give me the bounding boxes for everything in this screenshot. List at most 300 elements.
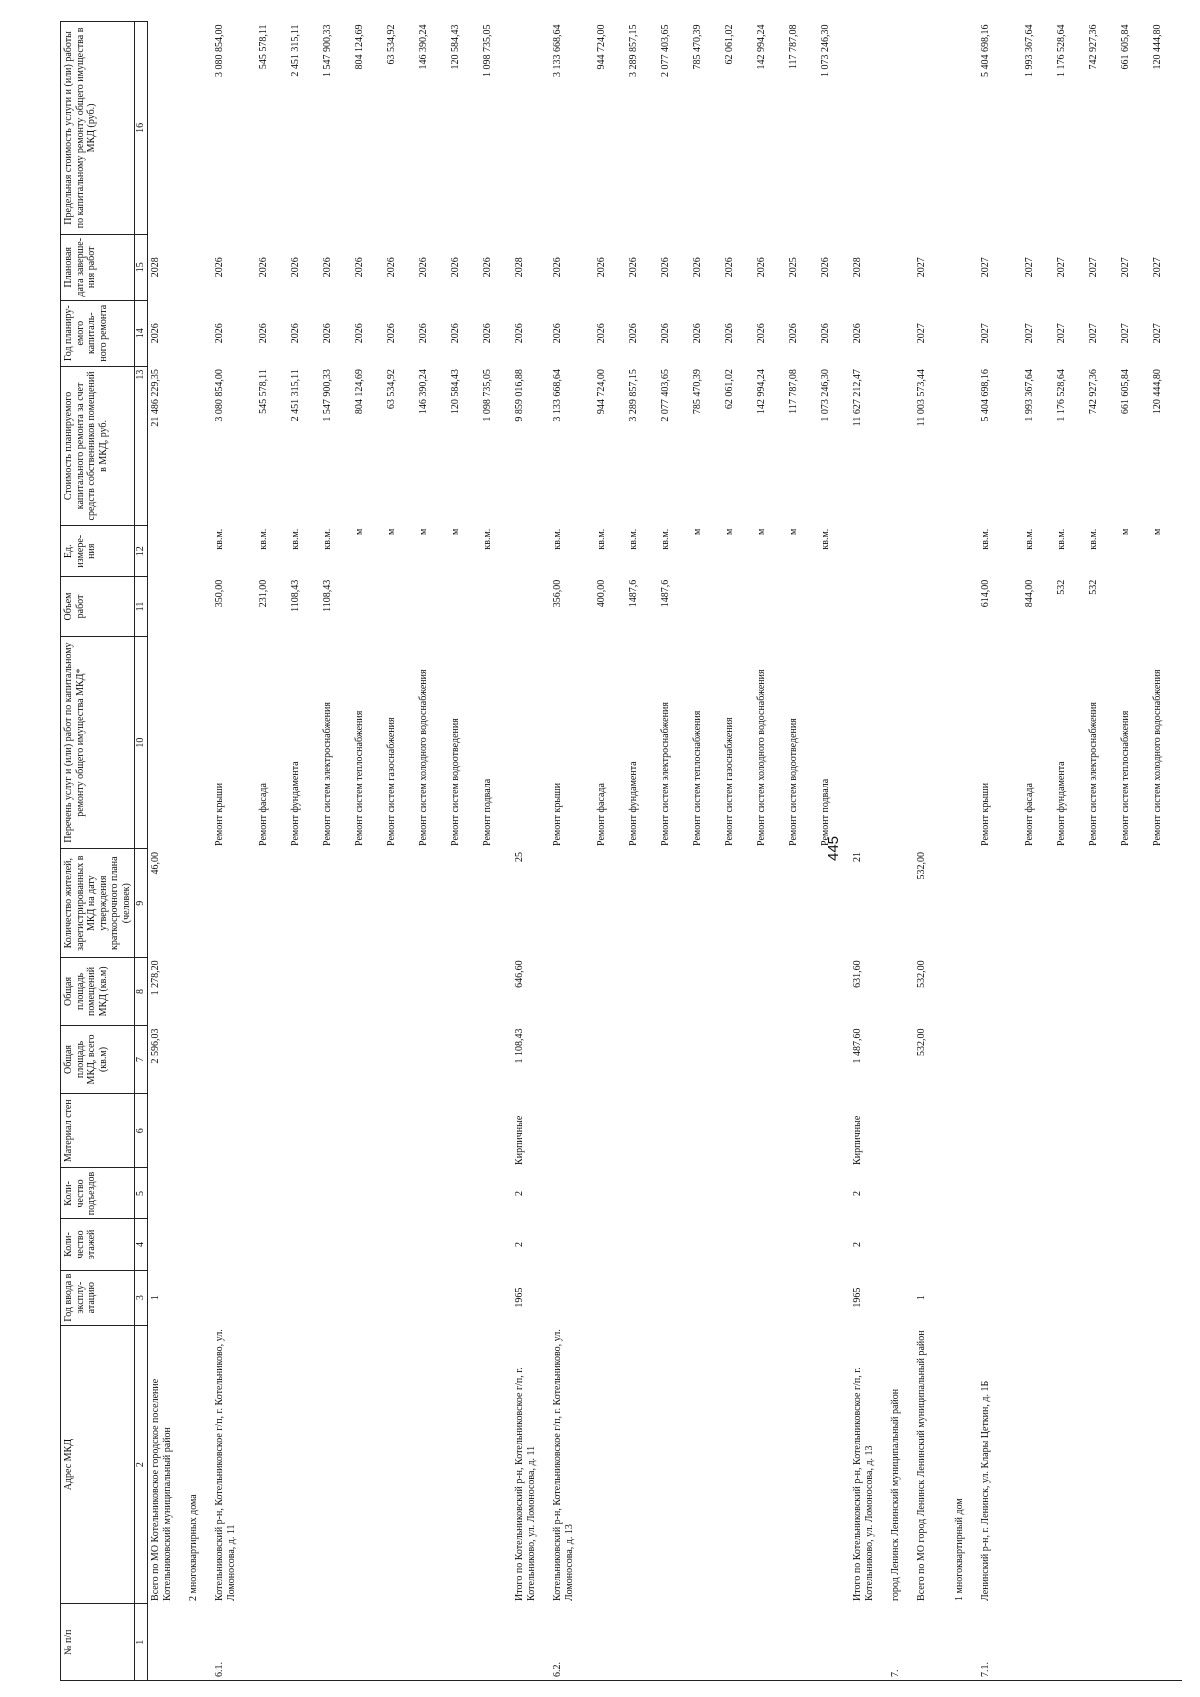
cell-premises-area xyxy=(1022,957,1054,1025)
column-number: 7 xyxy=(135,1025,148,1093)
cell-address: Котельниковский р-н, Котельниковское г/п, г. Котельниково, ул. Ломоносова, д. 13 xyxy=(552,1329,575,1601)
cell-unit: кв.м. xyxy=(1088,528,1099,550)
header-row xyxy=(61,22,135,1681)
cell-year-built xyxy=(186,1270,212,1325)
cell-unit: м xyxy=(1120,528,1131,536)
cell-residents: 25 xyxy=(514,851,525,862)
cell-planned-cost: 785 470,39 xyxy=(692,369,703,415)
cell-address: Котельниковский р-н, Котельниковское г/п, г. Котельниково, ул. Ломоносова, д. 11 xyxy=(214,1329,237,1601)
cell-planned-cost: 146 390,24 xyxy=(418,369,429,415)
cell-total-area xyxy=(384,1025,416,1093)
cell-residents xyxy=(786,849,818,957)
cell-premises-area xyxy=(786,957,818,1025)
cell-floors xyxy=(480,1219,512,1270)
cell-residents: 532,00 xyxy=(916,851,927,880)
cell-residents: 46,00 xyxy=(150,851,161,875)
cell-floors xyxy=(1150,1219,1182,1270)
cell-address xyxy=(320,1325,352,1604)
cell-planned-cost: 9 859 016,88 xyxy=(514,369,525,422)
table-row xyxy=(1054,22,1086,1681)
cell-unit xyxy=(512,526,550,577)
cell-max-cost: 62 061,02 xyxy=(724,24,735,65)
cell-total-area xyxy=(1118,1025,1150,1093)
table-row xyxy=(722,22,754,1681)
cell-unit: кв.м. xyxy=(1024,528,1035,550)
cell-address xyxy=(786,1325,818,1604)
table-row xyxy=(352,22,384,1681)
cell-planned-cost xyxy=(888,366,914,526)
cell-address xyxy=(1054,1325,1086,1604)
cell-planned-cost: 5 404 698,16 xyxy=(980,369,991,422)
cell-total-area xyxy=(1022,1025,1054,1093)
cell-work-type: Ремонт систем водоотведения xyxy=(788,718,799,846)
cell-total-area: 532,00 xyxy=(916,1028,927,1056)
cell-repair-year: 2027 xyxy=(1152,323,1163,344)
cell-premises-area xyxy=(658,957,690,1025)
cell-max-cost: 1 176 528,64 xyxy=(1056,24,1067,77)
cell-completion-date xyxy=(952,234,978,300)
cell-wall-material xyxy=(416,1094,448,1168)
cell-work-type: Ремонт систем холодного водоснабжения xyxy=(1152,669,1163,846)
cell-completion-date: 2026 xyxy=(482,257,493,278)
cell-entrances: 2 xyxy=(852,1190,863,1196)
cell-completion-date xyxy=(186,234,212,300)
column-header: Коли-чество этажей xyxy=(61,1219,135,1270)
cell-work-volume xyxy=(850,577,888,637)
cell-entrances xyxy=(1086,1168,1118,1219)
cell-premises-area xyxy=(186,957,212,1025)
cell-unit xyxy=(914,526,952,577)
cell-year-built xyxy=(480,1270,512,1325)
cell-entrances xyxy=(288,1168,320,1219)
cell-max-cost xyxy=(850,22,888,235)
cell-wall-material xyxy=(722,1094,754,1168)
cell-floors: 2 xyxy=(514,1242,525,1247)
cell-work-type xyxy=(914,636,952,849)
column-number-row xyxy=(135,22,148,1681)
cell-floors xyxy=(626,1219,658,1270)
cell-wall-material xyxy=(1086,1094,1118,1168)
cell-completion-date: 2027 xyxy=(916,257,927,278)
column-header: Стоимость планируемого капитального ремонта за счет средств собственников помещений в МКД, руб. xyxy=(61,366,135,526)
cell-planned-cost: 11 003 573,44 xyxy=(916,369,927,427)
cell-entrances xyxy=(320,1168,352,1219)
cell-unit: кв.м. xyxy=(552,528,563,550)
cell-max-cost: 3 080 854,00 xyxy=(214,24,225,77)
cell-total-area xyxy=(186,1025,212,1093)
cell-wall-material xyxy=(384,1094,416,1168)
cell-row-number xyxy=(818,1604,850,1681)
cell-work-volume xyxy=(818,577,850,637)
cell-wall-material xyxy=(288,1094,320,1168)
cell-work-type: Ремонт подвала xyxy=(820,778,831,846)
cell-entrances xyxy=(914,1168,952,1219)
cell-work-type xyxy=(850,636,888,849)
cell-planned-cost xyxy=(186,366,212,526)
cell-floors xyxy=(754,1219,786,1270)
cell-planned-cost: 11 627 212,47 xyxy=(852,369,863,427)
cell-address: Ленинский р-н, г. Ленинск, ул. Клары Цеткин, д. 1Б xyxy=(980,1380,991,1601)
cell-work-volume: 1487,6 xyxy=(628,579,639,608)
cell-premises-area xyxy=(978,957,1022,1025)
cell-wall-material xyxy=(448,1094,480,1168)
cell-entrances xyxy=(626,1168,658,1219)
cell-total-area xyxy=(1086,1025,1118,1093)
cell-max-cost: 120 444,80 xyxy=(1152,24,1163,70)
cell-repair-year: 2026 xyxy=(150,323,161,344)
cell-address xyxy=(288,1325,320,1604)
cell-total-area xyxy=(352,1025,384,1093)
cell-total-area xyxy=(978,1025,1022,1093)
cell-wall-material xyxy=(256,1094,288,1168)
cell-work-type xyxy=(512,636,550,849)
cell-address: город Ленинск Ленинский муниципальный район xyxy=(890,1388,901,1601)
cell-row-number xyxy=(148,1604,187,1681)
cell-work-volume xyxy=(448,577,480,637)
cell-floors xyxy=(1054,1219,1086,1270)
cell-unit: м xyxy=(354,528,365,536)
cell-total-area xyxy=(818,1025,850,1093)
cell-row-number xyxy=(1118,1604,1150,1681)
cell-work-volume: 614,00 xyxy=(980,579,991,608)
cell-total-area xyxy=(690,1025,722,1093)
cell-unit: м xyxy=(450,528,461,536)
cell-work-volume: 1108,43 xyxy=(290,579,301,612)
cell-work-type: Ремонт крыши xyxy=(214,782,225,846)
cell-completion-date: 2026 xyxy=(596,257,607,278)
column-number: 10 xyxy=(135,636,148,849)
cell-unit: кв.м. xyxy=(290,528,301,550)
column-number: 8 xyxy=(135,957,148,1025)
cell-max-cost: 785 470,39 xyxy=(692,24,703,70)
cell-max-cost: 142 994,24 xyxy=(756,24,767,70)
cell-address: 2 многоквартирных дома xyxy=(188,1494,199,1601)
cell-entrances xyxy=(148,1168,187,1219)
cell-premises-area xyxy=(480,957,512,1025)
cell-total-area xyxy=(754,1025,786,1093)
cell-repair-year: 2026 xyxy=(820,323,831,344)
cell-premises-area xyxy=(818,957,850,1025)
cell-completion-date: 2026 xyxy=(724,257,735,278)
cell-work-volume: 400,00 xyxy=(596,579,607,608)
cell-unit: м xyxy=(724,528,735,536)
cell-floors xyxy=(1022,1219,1054,1270)
cell-max-cost: 63 534,92 xyxy=(386,24,397,65)
cell-entrances xyxy=(888,1168,914,1219)
cell-entrances xyxy=(1054,1168,1086,1219)
cell-completion-date: 2027 xyxy=(1056,257,1067,278)
table-row xyxy=(1150,22,1182,1681)
table-row xyxy=(256,22,288,1681)
table-row xyxy=(320,22,352,1681)
cell-address: Итого по Котельниковский р-н, Котельниковское г/п, г. Котельниково, ул. Ломоносова, д. 11 xyxy=(514,1367,537,1601)
cell-residents xyxy=(1086,849,1118,957)
cell-address: 1 многоквартирный дом xyxy=(954,1498,965,1601)
cell-unit: кв.м. xyxy=(258,528,269,550)
cell-work-volume: 1487,6 xyxy=(660,579,671,608)
cell-residents xyxy=(818,849,850,957)
cell-planned-cost: 120 444,80 xyxy=(1152,369,1163,415)
cell-work-volume xyxy=(722,577,754,637)
cell-entrances: 2 xyxy=(514,1190,525,1196)
cell-year-built xyxy=(594,1270,626,1325)
cell-floors xyxy=(722,1219,754,1270)
cell-row-number: 7. xyxy=(888,1604,914,1681)
cell-residents xyxy=(550,849,594,957)
cell-year-built xyxy=(888,1270,914,1325)
column-header: Количество жителей, зарегистрированных в МКД на дату утверждения краткосрочного плана (человек) xyxy=(61,849,135,957)
cell-planned-cost: 2 451 315,11 xyxy=(290,369,301,422)
cell-total-area xyxy=(626,1025,658,1093)
cell-wall-material xyxy=(212,1094,256,1168)
cell-row-number xyxy=(690,1604,722,1681)
cell-year-built xyxy=(952,1270,978,1325)
cell-wall-material xyxy=(550,1094,594,1168)
cell-repair-year: 2026 xyxy=(514,323,525,344)
cell-repair-year: 2027 xyxy=(1120,323,1131,344)
cell-unit: м xyxy=(386,528,397,536)
cell-work-type: Ремонт систем электроснабжения xyxy=(1088,702,1099,846)
cell-wall-material xyxy=(1022,1094,1054,1168)
cell-entrances xyxy=(384,1168,416,1219)
cell-total-area xyxy=(320,1025,352,1093)
table-row xyxy=(754,22,786,1681)
cell-max-cost: 742 927,36 xyxy=(1088,24,1099,70)
cell-completion-date: 2026 xyxy=(450,257,461,278)
cell-completion-date: 2027 xyxy=(1120,257,1131,278)
cell-wall-material xyxy=(690,1094,722,1168)
cell-work-volume: 350,00 xyxy=(214,579,225,608)
cell-residents xyxy=(658,849,690,957)
cell-unit: кв.м. xyxy=(596,528,607,550)
column-header: Ед. измере-ния xyxy=(61,526,135,577)
table-row xyxy=(626,22,658,1681)
cell-row-number xyxy=(952,1604,978,1681)
cell-completion-date: 2026 xyxy=(692,257,703,278)
cell-total-area xyxy=(212,1025,256,1093)
cell-premises-area xyxy=(626,957,658,1025)
cell-entrances xyxy=(594,1168,626,1219)
cell-premises-area xyxy=(952,957,978,1025)
cell-repair-year: 2027 xyxy=(916,323,927,344)
cell-planned-cost: 1 073 246,30 xyxy=(820,369,831,422)
cell-completion-date: 2025 xyxy=(788,257,799,278)
cell-entrances xyxy=(952,1168,978,1219)
cell-work-type: Ремонт систем холодного водоснабжения xyxy=(756,669,767,846)
cell-floors xyxy=(448,1219,480,1270)
cell-planned-cost: 1 547 900,33 xyxy=(322,369,333,422)
cell-repair-year: 2027 xyxy=(980,323,991,344)
cell-row-number xyxy=(850,1604,888,1681)
cell-row-number xyxy=(352,1604,384,1681)
cell-max-cost: 117 787,08 xyxy=(788,24,799,70)
cell-residents xyxy=(1118,849,1150,957)
cell-completion-date: 2026 xyxy=(552,257,563,278)
cell-max-cost: 2 451 315,11 xyxy=(290,24,301,77)
cell-planned-cost: 3 080 854,00 xyxy=(214,369,225,422)
column-header: Год планиру-емого капиталь-ного ремонта xyxy=(61,300,135,366)
cell-premises-area xyxy=(1086,957,1118,1025)
cell-row-number xyxy=(594,1604,626,1681)
cell-work-volume xyxy=(1118,577,1150,637)
cell-total-area xyxy=(952,1025,978,1093)
cell-total-area: 1 108,43 xyxy=(514,1028,525,1064)
cell-premises-area xyxy=(754,957,786,1025)
cell-floors xyxy=(786,1219,818,1270)
cell-planned-cost: 3 289 857,15 xyxy=(628,369,639,422)
cell-entrances xyxy=(754,1168,786,1219)
cell-repair-year: 2026 xyxy=(692,323,703,344)
cell-work-volume xyxy=(148,577,187,637)
cell-work-type: Ремонт систем водоотведения xyxy=(450,718,461,846)
table-row xyxy=(914,22,952,1681)
cell-entrances xyxy=(722,1168,754,1219)
table-row xyxy=(952,22,978,1681)
cell-work-volume xyxy=(416,577,448,637)
cell-floors xyxy=(256,1219,288,1270)
cell-address xyxy=(658,1325,690,1604)
table-row xyxy=(148,22,187,1681)
cell-total-area xyxy=(1054,1025,1086,1093)
cell-unit: м xyxy=(418,528,429,536)
cell-completion-date: 2026 xyxy=(628,257,639,278)
cell-floors xyxy=(594,1219,626,1270)
cell-address xyxy=(690,1325,722,1604)
table-body xyxy=(148,22,1183,1681)
cell-completion-date xyxy=(888,234,914,300)
cell-repair-year: 2026 xyxy=(596,323,607,344)
cell-residents xyxy=(1054,849,1086,957)
cell-work-volume xyxy=(384,577,416,637)
cell-residents xyxy=(1150,849,1182,957)
cell-year-built xyxy=(786,1270,818,1325)
cell-unit xyxy=(186,526,212,577)
cell-wall-material xyxy=(1150,1094,1182,1168)
cell-premises-area xyxy=(448,957,480,1025)
cell-work-volume xyxy=(690,577,722,637)
column-number: 13 xyxy=(135,366,148,526)
cell-year-built xyxy=(448,1270,480,1325)
cell-max-cost: 3 133 668,64 xyxy=(552,24,563,77)
cell-repair-year: 2026 xyxy=(418,323,429,344)
cell-wall-material xyxy=(320,1094,352,1168)
cell-repair-year: 2026 xyxy=(482,323,493,344)
cell-row-number xyxy=(448,1604,480,1681)
cell-repair-year: 2026 xyxy=(660,323,671,344)
cell-wall-material xyxy=(786,1094,818,1168)
cell-repair-year: 2026 xyxy=(852,323,863,344)
cell-address xyxy=(256,1325,288,1604)
cell-residents xyxy=(320,849,352,957)
cell-year-built: 1965 xyxy=(852,1287,863,1308)
cell-unit xyxy=(952,526,978,577)
cell-wall-material xyxy=(658,1094,690,1168)
cell-residents xyxy=(480,849,512,957)
cell-year-built xyxy=(212,1270,256,1325)
cell-row-number: 6.2. xyxy=(550,1604,594,1681)
table-row xyxy=(850,22,888,1681)
column-header: Адрес МКД xyxy=(61,1325,135,1604)
cell-work-type: Ремонт крыши xyxy=(552,782,563,846)
cell-unit xyxy=(148,526,187,577)
cell-premises-area xyxy=(320,957,352,1025)
cell-premises-area: 631,60 xyxy=(852,960,863,988)
cell-address xyxy=(1086,1325,1118,1604)
cell-total-area xyxy=(1150,1025,1182,1093)
column-number: 16 xyxy=(135,22,148,235)
cell-planned-cost: 804 124,69 xyxy=(354,369,365,415)
cell-work-type: Ремонт систем электроснабжения xyxy=(322,702,333,846)
cell-planned-cost: 1 098 735,05 xyxy=(482,369,493,422)
cell-premises-area xyxy=(1150,957,1182,1025)
cell-row-number xyxy=(512,1604,550,1681)
cell-address xyxy=(384,1325,416,1604)
cell-total-area xyxy=(256,1025,288,1093)
cell-work-volume xyxy=(480,577,512,637)
cell-year-built: 1 xyxy=(150,1295,161,1301)
cell-residents xyxy=(626,849,658,957)
cell-premises-area xyxy=(352,957,384,1025)
cell-premises-area: 1 278,20 xyxy=(150,960,161,996)
table-row xyxy=(658,22,690,1681)
cell-work-type: Ремонт систем теплоснабжения xyxy=(354,710,365,846)
cell-planned-cost: 545 578,11 xyxy=(258,369,269,414)
cell-repair-year: 2026 xyxy=(756,323,767,344)
cell-max-cost: 661 605,84 xyxy=(1120,24,1131,70)
cell-address xyxy=(754,1325,786,1604)
column-number: 5 xyxy=(135,1168,148,1219)
column-number: 14 xyxy=(135,300,148,366)
cell-entrances xyxy=(818,1168,850,1219)
cell-repair-year: 2027 xyxy=(1088,323,1099,344)
cell-max-cost: 1 098 735,05 xyxy=(482,24,493,77)
cell-wall-material xyxy=(480,1094,512,1168)
column-header: № п/п xyxy=(61,1604,135,1681)
table-row xyxy=(512,22,550,1681)
cell-planned-cost: 3 133 668,64 xyxy=(552,369,563,422)
cell-entrances xyxy=(1022,1168,1054,1219)
cell-total-area xyxy=(888,1025,914,1093)
cell-year-built xyxy=(416,1270,448,1325)
cell-completion-date: 2027 xyxy=(980,257,991,278)
cell-premises-area xyxy=(288,957,320,1025)
cell-wall-material xyxy=(594,1094,626,1168)
page-number: 445 xyxy=(825,835,842,862)
cell-entrances xyxy=(550,1168,594,1219)
cell-work-volume xyxy=(352,577,384,637)
cell-repair-year xyxy=(952,300,978,366)
cell-planned-cost: 63 534,92 xyxy=(386,369,397,410)
cell-completion-date: 2028 xyxy=(514,257,525,278)
table-row xyxy=(1022,22,1054,1681)
cell-repair-year: 2026 xyxy=(258,323,269,344)
cell-residents xyxy=(416,849,448,957)
table-row xyxy=(480,22,512,1681)
cell-premises-area: 532,00 xyxy=(916,960,927,988)
cell-entrances xyxy=(448,1168,480,1219)
cell-year-built xyxy=(722,1270,754,1325)
cell-repair-year: 2026 xyxy=(214,323,225,344)
cell-premises-area xyxy=(384,957,416,1025)
cell-floors xyxy=(952,1219,978,1270)
cell-year-built xyxy=(1150,1270,1182,1325)
cell-wall-material xyxy=(914,1094,952,1168)
table-row xyxy=(690,22,722,1681)
cell-floors xyxy=(914,1219,952,1270)
cell-completion-date: 2027 xyxy=(1088,257,1099,278)
cell-completion-date: 2026 xyxy=(258,257,269,278)
table-row xyxy=(288,22,320,1681)
